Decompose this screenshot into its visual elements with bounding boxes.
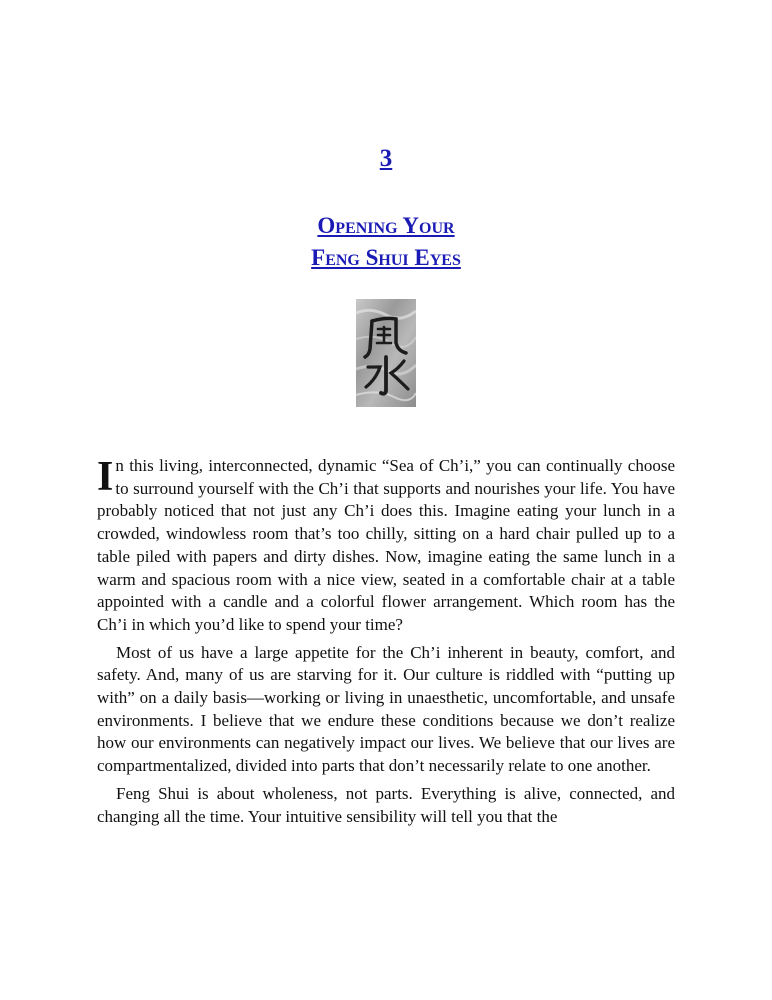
paragraph-3: Feng Shui is about wholeness, not parts. Everything is alive, connected, and changing all the time. Your intuitive sensibility will tell you that the	[97, 783, 675, 826]
drop-cap: I	[97, 454, 114, 500]
chapter-number-link[interactable]: 3	[379, 145, 393, 172]
feng-shui-calligraphy-icon	[356, 299, 416, 407]
paragraph-2: Most of us have a large appetite for the Ch’i inherent in beauty, comfort, and safety. And, many of us are starving for it. Our culture is riddled with “putting up with” on a daily basis—working or living in unaesthetic, uncomfortable, and unsafe environments. I believe that we endure these conditions because we don’t realize how our environments can negatively impact our lives. We believe that our lives are compartmentalized, divided into parts that don’t necessarily relate to one another.	[97, 642, 675, 776]
chapter-title-link[interactable]	[0, 210, 772, 274]
paragraph-1-text: n this living, interconnected, dynamic “Sea of Ch’i,” you can continually choose to surround yourself with the Ch’i that supports and nourishes your life. You have probably noticed that not just any Ch’i does this. Imagine eating your lunch in a crowded, windowless room that’s too chilly, sitting on a hard chair pulled up to a table piled with papers and dirty dishes. Now, imagine eating the same lunch in a warm and spacious room with a nice view, seated in a comfortable chair at a table appointed with a candle and a colorful flower arrangement. Which room has the Ch’i in which you’d like to spend your time?	[97, 456, 675, 634]
paragraph-1	[97, 455, 675, 637]
chapter-title-line-2[interactable]: Feng Shui Eyes	[311, 245, 461, 270]
chapter-body	[97, 455, 675, 833]
chapter-title-line-1[interactable]: Opening Your	[317, 213, 455, 238]
